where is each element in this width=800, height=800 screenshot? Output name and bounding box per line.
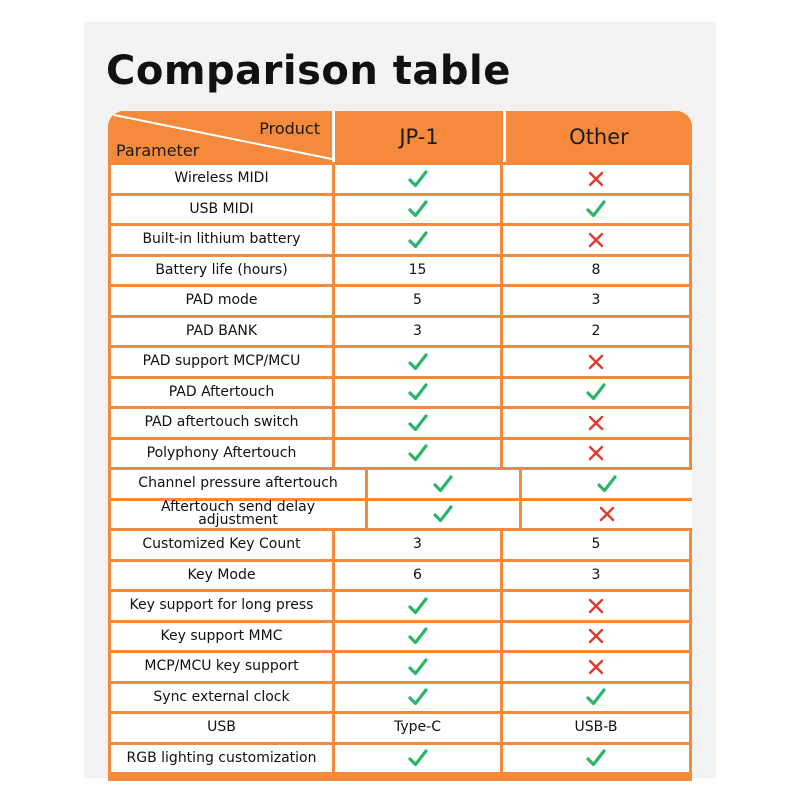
parameter-cell: Key Mode bbox=[111, 562, 332, 590]
jp1-cell bbox=[335, 592, 500, 620]
other-cell bbox=[503, 684, 689, 712]
jp1-cell bbox=[335, 531, 500, 559]
jp1-cell bbox=[368, 501, 519, 529]
jp1-cell bbox=[335, 257, 500, 285]
cell-value: 15 bbox=[408, 261, 427, 278]
check-icon bbox=[407, 626, 429, 646]
jp1-cell bbox=[335, 409, 500, 437]
cell-value: 3 bbox=[413, 322, 422, 339]
other-cell bbox=[503, 714, 689, 742]
check-icon bbox=[407, 199, 429, 219]
jp1-cell bbox=[335, 318, 500, 346]
jp1-cell bbox=[335, 348, 500, 376]
other-cell bbox=[503, 562, 689, 590]
parameter-cell: Polyphony Aftertouch bbox=[111, 440, 332, 468]
check-icon bbox=[407, 230, 429, 250]
check-icon bbox=[585, 748, 607, 768]
other-cell bbox=[503, 318, 689, 346]
jp1-cell bbox=[335, 653, 500, 681]
check-icon bbox=[407, 596, 429, 616]
cell-value: 5 bbox=[413, 292, 422, 309]
parameter-cell: Key support MMC bbox=[111, 623, 332, 651]
check-icon bbox=[407, 413, 429, 433]
parameter-cell: Wireless MIDI bbox=[111, 165, 332, 193]
header-product-label: Product bbox=[259, 119, 320, 138]
parameter-cell: PAD mode bbox=[111, 287, 332, 315]
table-row bbox=[108, 653, 692, 681]
other-cell bbox=[503, 623, 689, 651]
cross-icon bbox=[585, 169, 607, 189]
cross-icon bbox=[585, 413, 607, 433]
jp1-cell bbox=[335, 165, 500, 193]
header-jp1: JP-1 bbox=[332, 111, 503, 162]
table-row bbox=[108, 684, 692, 712]
other-cell bbox=[503, 653, 689, 681]
parameter-cell: Key support for long press bbox=[111, 592, 332, 620]
parameter-cell: PAD aftertouch switch bbox=[111, 409, 332, 437]
table-row bbox=[108, 257, 692, 285]
cell-value: 5 bbox=[591, 536, 601, 553]
parameter-cell: Customized Key Count bbox=[111, 531, 332, 559]
cross-icon bbox=[585, 657, 607, 677]
cell-value: USB-B bbox=[574, 719, 618, 736]
other-cell bbox=[503, 409, 689, 437]
table-header bbox=[108, 111, 692, 162]
other-cell bbox=[503, 196, 689, 224]
jp1-cell bbox=[335, 562, 500, 590]
table-row bbox=[108, 226, 692, 254]
other-cell bbox=[503, 287, 689, 315]
parameter-cell: USB bbox=[111, 714, 332, 742]
check-icon bbox=[585, 199, 607, 219]
comparison-table bbox=[108, 111, 692, 781]
jp1-cell bbox=[335, 196, 500, 224]
cell-value: 8 bbox=[591, 261, 601, 278]
check-icon bbox=[407, 169, 429, 189]
cross-icon bbox=[585, 443, 607, 463]
parameter-cell: PAD support MCP/MCU bbox=[111, 348, 332, 376]
other-cell bbox=[522, 470, 692, 498]
cross-icon bbox=[585, 230, 607, 250]
header-parameter-label: Parameter bbox=[116, 141, 200, 160]
check-icon bbox=[585, 382, 607, 402]
check-icon bbox=[596, 474, 618, 494]
table-row bbox=[108, 501, 692, 529]
page-title: Comparison table bbox=[106, 48, 511, 94]
cell-value: Type-C bbox=[394, 719, 441, 736]
other-cell bbox=[503, 379, 689, 407]
jp1-cell bbox=[335, 714, 500, 742]
table-row bbox=[108, 196, 692, 224]
check-icon bbox=[432, 474, 454, 494]
other-cell bbox=[503, 257, 689, 285]
header-other: Other bbox=[503, 111, 692, 162]
parameter-cell: Built-in lithium battery bbox=[111, 226, 332, 254]
jp1-cell bbox=[335, 226, 500, 254]
cell-value: 3 bbox=[591, 292, 601, 309]
other-cell bbox=[503, 348, 689, 376]
table-row bbox=[108, 531, 692, 559]
parameter-cell: PAD Aftertouch bbox=[111, 379, 332, 407]
jp1-cell bbox=[368, 470, 519, 498]
table-row bbox=[108, 348, 692, 376]
check-icon bbox=[407, 657, 429, 677]
cell-value: 2 bbox=[591, 322, 601, 339]
parameter-cell: Sync external clock bbox=[111, 684, 332, 712]
check-icon bbox=[585, 687, 607, 707]
other-cell bbox=[503, 745, 689, 773]
check-icon bbox=[407, 748, 429, 768]
jp1-cell bbox=[335, 623, 500, 651]
other-cell bbox=[503, 165, 689, 193]
parameter-cell: USB MIDI bbox=[111, 196, 332, 224]
cell-value: 6 bbox=[413, 566, 422, 583]
parameter-cell: RGB lighting customization bbox=[111, 745, 332, 773]
check-icon bbox=[407, 443, 429, 463]
jp1-cell bbox=[335, 440, 500, 468]
cross-icon bbox=[585, 626, 607, 646]
other-cell bbox=[503, 531, 689, 559]
other-cell bbox=[503, 592, 689, 620]
header-corner-cell bbox=[108, 111, 332, 162]
table-row bbox=[108, 379, 692, 407]
table-row bbox=[108, 470, 692, 498]
parameter-cell: Channel pressure aftertouch bbox=[111, 470, 365, 498]
parameter-cell: Aftertouch send delay adjustment bbox=[111, 501, 365, 529]
parameter-cell: Battery life (hours) bbox=[111, 257, 332, 285]
table-row bbox=[108, 623, 692, 651]
cross-icon bbox=[585, 352, 607, 372]
jp1-cell bbox=[335, 379, 500, 407]
other-cell bbox=[503, 440, 689, 468]
table-row bbox=[108, 165, 692, 193]
table-row bbox=[108, 287, 692, 315]
table-row bbox=[108, 318, 692, 346]
table-row bbox=[108, 409, 692, 437]
cross-icon bbox=[585, 596, 607, 616]
table-row bbox=[108, 562, 692, 590]
check-icon bbox=[407, 352, 429, 372]
other-cell bbox=[522, 501, 692, 529]
table-row bbox=[108, 714, 692, 742]
table-row bbox=[108, 440, 692, 468]
parameter-cell: MCP/MCU key support bbox=[111, 653, 332, 681]
cell-value: 3 bbox=[413, 536, 422, 553]
other-cell bbox=[503, 226, 689, 254]
jp1-cell bbox=[335, 684, 500, 712]
table-row bbox=[108, 745, 692, 773]
check-icon bbox=[407, 687, 429, 707]
check-icon bbox=[407, 382, 429, 402]
cell-value: 3 bbox=[591, 566, 601, 583]
table-body bbox=[108, 162, 692, 772]
jp1-cell bbox=[335, 745, 500, 773]
parameter-cell: PAD BANK bbox=[111, 318, 332, 346]
table-row bbox=[108, 592, 692, 620]
check-icon bbox=[432, 504, 454, 524]
cross-icon bbox=[596, 504, 618, 524]
jp1-cell bbox=[335, 287, 500, 315]
